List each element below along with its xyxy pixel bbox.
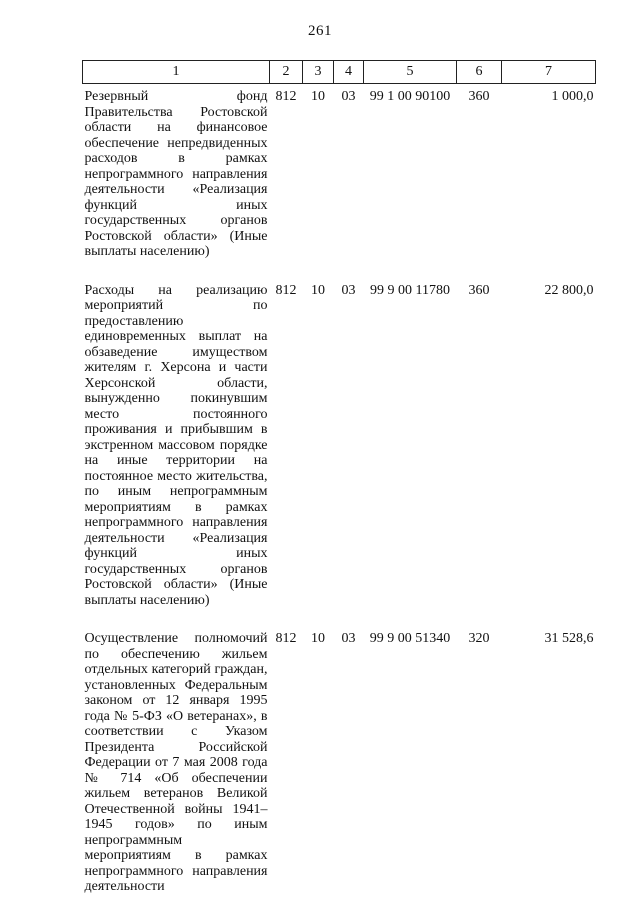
header-col-3: 3	[303, 61, 334, 84]
amount-cell: 31 528,6	[544, 631, 594, 646]
table-row	[83, 84, 596, 282]
table-header	[83, 61, 596, 84]
expense-type-cell: 360	[468, 89, 490, 104]
expense-name-cell: Осуществление полномочий по обеспечению жильем отдельных категорий граждан, установленных Федеральным законом от 12 января 1995 года № 5-ФЗ «О ветеранах», в соответствии с Указом Президента Российской Федерации от 7 мая 2008 года № 714 «Об обеспечении жильем ветеранов Великой Отечественной войны 1941–1945 годов» по иным непрограммным мероприятиям в рамках непрограммного направления деятельности	[84, 631, 268, 894]
table-body	[83, 84, 596, 895]
expense-type-cell: 320	[468, 631, 490, 646]
expense-name-cell: Расходы на реализацию мероприятий по предоставлению единовременных выплат на обзаведение имуществом жителям г. Херсона и части Херсонской области, вынужденно покинувшим место постоянного проживания и прибывшим в экстренном массовом порядке на иные территории на постоянное место жительства, по иным непрограммным мероприятиям в рамках непрограммного направления деятельности «Реализация функций иных государственных органов Ростовской области» (Иные выплаты населению)	[84, 282, 268, 608]
header-row	[83, 61, 596, 84]
section-code-cell: 10	[311, 282, 325, 298]
ministry-code-cell: 812	[275, 631, 297, 646]
target-article-cell: 99 9 00 51340	[369, 631, 451, 646]
page-number: 261	[308, 23, 332, 39]
target-article-cell: 99 1 00 90100	[369, 89, 451, 104]
header-col-1: 1	[83, 61, 270, 84]
amount-cell: 22 800,0	[544, 282, 594, 298]
section-code-cell: 10	[311, 631, 325, 646]
header-col-2: 2	[270, 61, 303, 84]
subsection-code-cell: 03	[341, 631, 356, 646]
header-col-7: 7	[502, 61, 596, 84]
header-col-6: 6	[457, 61, 502, 84]
expense-name-cell: Резервный фонд Правительства Ростовской области на финансовое обеспечение непредвиденных расходов в рамках непрограммного направления деятельности «Реализация функций иных государственных органов Ростовской области» (Иные выплаты населению)	[84, 89, 268, 259]
budget-table	[82, 60, 596, 895]
header-col-5: 5	[364, 61, 457, 84]
subsection-code-cell: 03	[341, 282, 356, 298]
section-code-cell: 10	[311, 89, 325, 104]
ministry-code-cell: 812	[275, 282, 297, 298]
subsection-code-cell: 03	[341, 89, 356, 104]
table-row	[83, 630, 596, 895]
header-col-4: 4	[334, 61, 364, 84]
table-row	[83, 282, 596, 631]
expense-type-cell: 360	[468, 282, 490, 298]
ministry-code-cell: 812	[275, 89, 297, 104]
target-article-cell: 99 9 00 11780	[370, 282, 450, 298]
amount-cell: 1 000,0	[551, 89, 594, 104]
